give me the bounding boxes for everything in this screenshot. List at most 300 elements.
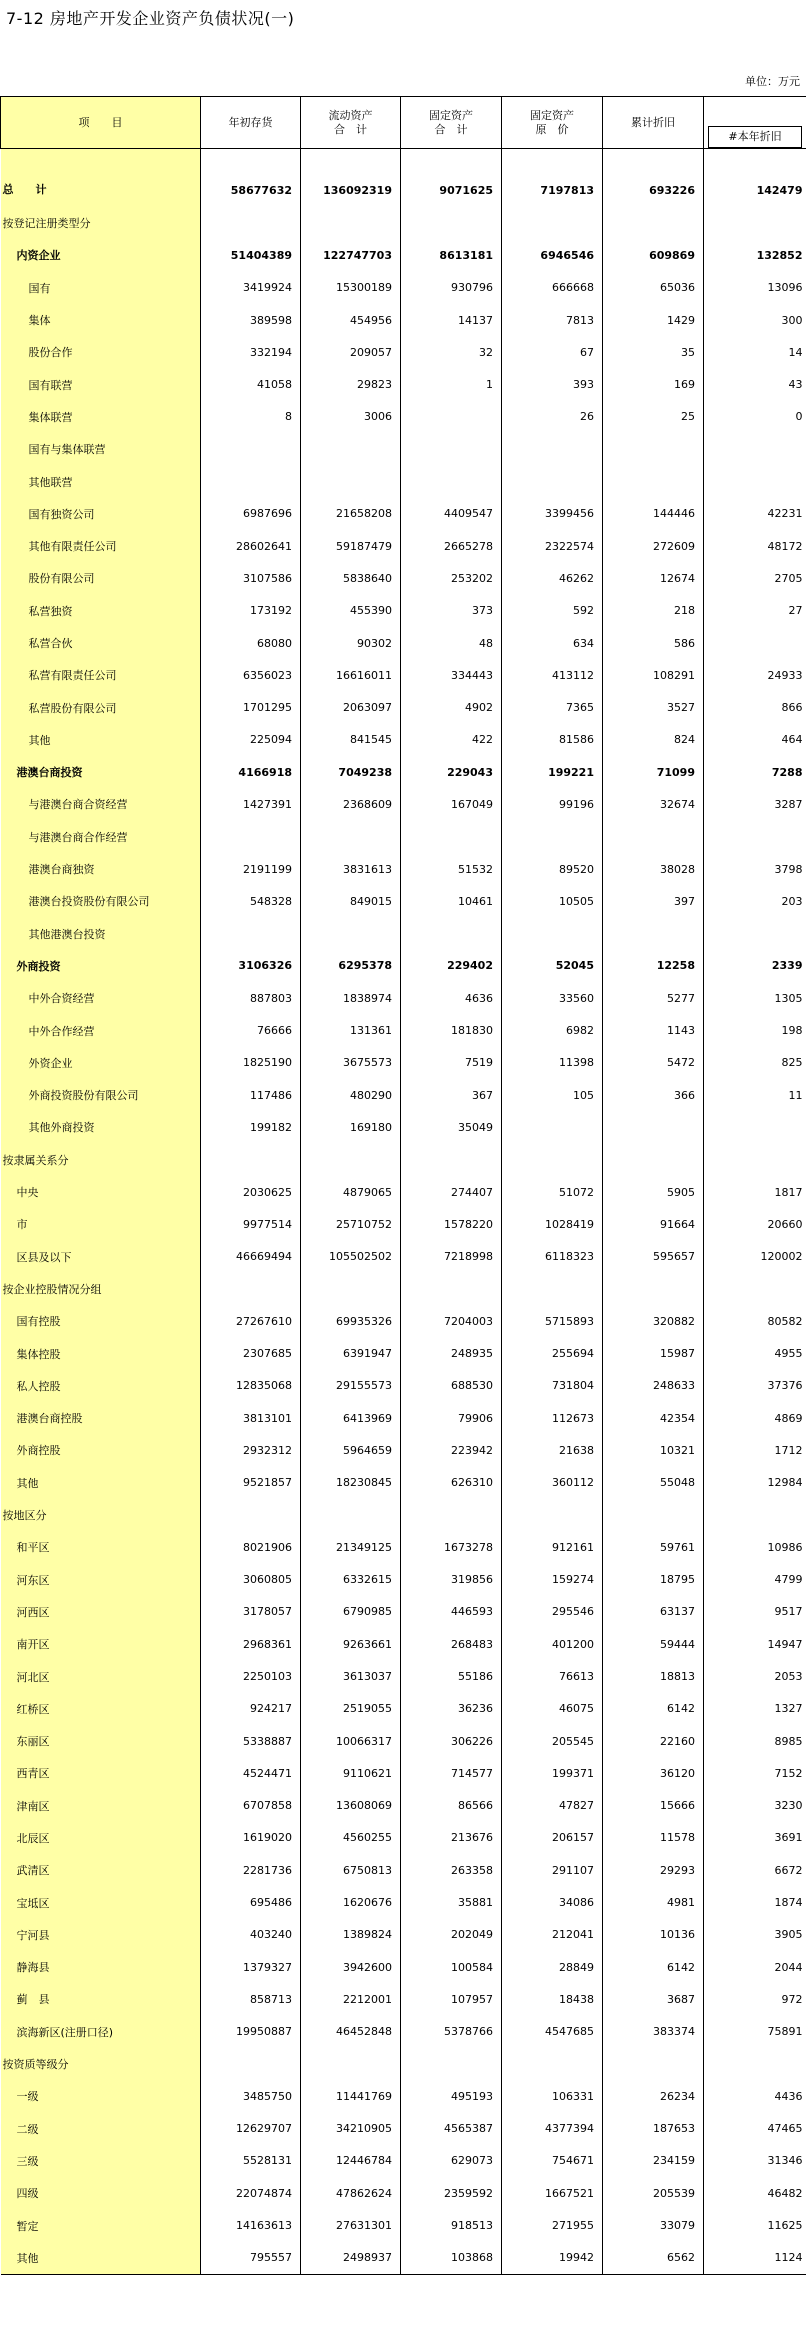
cell-value: 1667521	[502, 2177, 603, 2209]
table-row	[1, 1434, 806, 1466]
row-label: 股份有限公司	[1, 562, 201, 594]
cell-value: 37376	[704, 1370, 806, 1402]
asset-liability-table	[0, 96, 806, 2275]
cell-value: 59761	[603, 1531, 704, 1563]
cell-value	[704, 1111, 806, 1143]
cell-value: 55186	[401, 1660, 502, 1692]
table-row	[1, 724, 806, 756]
table-row	[1, 1273, 806, 1305]
row-label: 市	[1, 1208, 201, 1240]
cell-value	[603, 465, 704, 497]
cell-value: 28602641	[201, 530, 301, 562]
cell-value	[201, 433, 301, 465]
row-label: 内资企业	[1, 239, 201, 271]
table-row	[1, 1499, 806, 1531]
row-label: 其他外商投资	[1, 1111, 201, 1143]
cell-value: 4524471	[201, 1757, 301, 1789]
cell-value: 105	[502, 1079, 603, 1111]
cell-value: 47827	[502, 1790, 603, 1822]
cell-value: 18230845	[301, 1467, 401, 1499]
row-label: 按登记注册类型分	[1, 207, 201, 239]
cell-value: 3905	[704, 1919, 806, 1951]
cell-value: 1124	[704, 2242, 806, 2275]
cell-value: 7365	[502, 691, 603, 723]
row-label: 总 计	[1, 149, 201, 208]
cell-value: 199371	[502, 1757, 603, 1789]
cell-value: 2281736	[201, 1854, 301, 1886]
cell-value: 41058	[201, 368, 301, 400]
cell-value: 36236	[401, 1693, 502, 1725]
cell-value: 2191199	[201, 853, 301, 885]
cell-value: 841545	[301, 724, 401, 756]
table-row	[1, 1208, 806, 1240]
cell-value: 2250103	[201, 1660, 301, 1692]
cell-value: 1701295	[201, 691, 301, 723]
table-row	[1, 659, 806, 691]
cell-value: 12629707	[201, 2113, 301, 2145]
cell-value: 1429	[603, 304, 704, 336]
cell-value: 480290	[301, 1079, 401, 1111]
cell-value: 634	[502, 627, 603, 659]
table-row	[1, 1886, 806, 1918]
cell-value: 4565387	[401, 2113, 502, 2145]
cell-value: 223942	[401, 1434, 502, 1466]
row-label: 按企业控股情况分组	[1, 1273, 201, 1305]
cell-value: 422	[401, 724, 502, 756]
cell-value: 69935326	[301, 1305, 401, 1337]
cell-value: 26234	[603, 2080, 704, 2112]
cell-value: 34086	[502, 1886, 603, 1918]
cell-value: 33079	[603, 2209, 704, 2241]
cell-value: 32	[401, 336, 502, 368]
table-row	[1, 1628, 806, 1660]
table-row	[1, 756, 806, 788]
cell-value	[603, 1144, 704, 1176]
cell-value: 159274	[502, 1563, 603, 1595]
cell-value: 9977514	[201, 1208, 301, 1240]
cell-value: 3831613	[301, 853, 401, 885]
row-label: 其他港澳台投资	[1, 918, 201, 950]
table-row	[1, 1596, 806, 1628]
cell-value: 6142	[603, 1693, 704, 1725]
cell-value: 9517	[704, 1596, 806, 1628]
cell-value: 924217	[201, 1693, 301, 1725]
cell-value: 46262	[502, 562, 603, 594]
cell-value: 688530	[401, 1370, 502, 1402]
table-row	[1, 401, 806, 433]
cell-value: 14137	[401, 304, 502, 336]
cell-value: 824	[603, 724, 704, 756]
cell-value: 320882	[603, 1305, 704, 1337]
cell-value: 6391947	[301, 1337, 401, 1369]
cell-value	[704, 1499, 806, 1531]
cell-value: 626310	[401, 1467, 502, 1499]
cell-value: 4436	[704, 2080, 806, 2112]
cell-value: 4547685	[502, 2016, 603, 2048]
cell-value: 360112	[502, 1467, 603, 1499]
table-row	[1, 1467, 806, 1499]
row-label: 集体	[1, 304, 201, 336]
cell-value	[401, 207, 502, 239]
cell-value	[704, 2048, 806, 2080]
table-row	[1, 1241, 806, 1273]
cell-value: 9521857	[201, 1467, 301, 1499]
cell-value: 22160	[603, 1725, 704, 1757]
cell-value: 63137	[603, 1596, 704, 1628]
cell-value: 3813101	[201, 1402, 301, 1434]
cell-value: 5964659	[301, 1434, 401, 1466]
header-item: 项 目	[1, 97, 201, 149]
cell-value: 59187479	[301, 530, 401, 562]
cell-value: 47465	[704, 2113, 806, 2145]
row-label: 与港澳台商合资经营	[1, 788, 201, 820]
cell-value: 71099	[603, 756, 704, 788]
cell-value: 248935	[401, 1337, 502, 1369]
table-row	[1, 1693, 806, 1725]
cell-value: 13608069	[301, 1790, 401, 1822]
cell-value: 3006	[301, 401, 401, 433]
cell-value: 25	[603, 401, 704, 433]
row-label: 按资质等级分	[1, 2048, 201, 2080]
cell-value: 6790985	[301, 1596, 401, 1628]
cell-value	[704, 1273, 806, 1305]
table-row	[1, 239, 806, 271]
cell-value	[201, 465, 301, 497]
cell-value: 28849	[502, 1951, 603, 1983]
cell-value: 5528131	[201, 2145, 301, 2177]
cell-value: 849015	[301, 885, 401, 917]
cell-value: 609869	[603, 239, 704, 271]
table-row	[1, 149, 806, 208]
cell-value: 595657	[603, 1241, 704, 1273]
cell-value	[502, 465, 603, 497]
cell-value: 21638	[502, 1434, 603, 1466]
cell-value: 15300189	[301, 272, 401, 304]
row-label: 私营股份有限公司	[1, 691, 201, 723]
cell-value	[301, 433, 401, 465]
cell-value: 6707858	[201, 1790, 301, 1822]
cell-value: 2368609	[301, 788, 401, 820]
cell-value: 2519055	[301, 1693, 401, 1725]
row-label: 宝坻区	[1, 1886, 201, 1918]
cell-value: 1389824	[301, 1919, 401, 1951]
cell-value: 6672	[704, 1854, 806, 1886]
cell-value	[502, 433, 603, 465]
cell-value: 1838974	[301, 982, 401, 1014]
table-row	[1, 465, 806, 497]
cell-value	[704, 433, 806, 465]
cell-value: 454956	[301, 304, 401, 336]
cell-value: 46669494	[201, 1241, 301, 1273]
cell-value: 75891	[704, 2016, 806, 2048]
cell-value: 7288	[704, 756, 806, 788]
table-row	[1, 1919, 806, 1951]
cell-value: 5472	[603, 1047, 704, 1079]
cell-value: 205539	[603, 2177, 704, 2209]
table-row	[1, 2048, 806, 2080]
row-label: 三级	[1, 2145, 201, 2177]
cell-value: 3287	[704, 788, 806, 820]
cell-value: 401200	[502, 1628, 603, 1660]
table-row	[1, 336, 806, 368]
table-row	[1, 562, 806, 594]
cell-value: 86566	[401, 1790, 502, 1822]
row-label: 其他	[1, 2242, 201, 2275]
cell-value: 3178057	[201, 1596, 301, 1628]
cell-value: 10986	[704, 1531, 806, 1563]
table-row	[1, 1854, 806, 1886]
cell-value: 24933	[704, 659, 806, 691]
cell-value	[704, 821, 806, 853]
cell-value: 5905	[603, 1176, 704, 1208]
cell-value: 65036	[603, 272, 704, 304]
cell-value: 46482	[704, 2177, 806, 2209]
table-row	[1, 1144, 806, 1176]
cell-value: 51404389	[201, 239, 301, 271]
cell-value: 332194	[201, 336, 301, 368]
cell-value: 9071625	[401, 149, 502, 208]
row-label: 宁河县	[1, 1919, 201, 1951]
cell-value	[603, 1111, 704, 1143]
cell-value: 80582	[704, 1305, 806, 1337]
cell-value: 397	[603, 885, 704, 917]
cell-value: 629073	[401, 2145, 502, 2177]
row-label: 私营独资	[1, 595, 201, 627]
cell-value	[301, 2048, 401, 2080]
cell-value: 25710752	[301, 1208, 401, 1240]
table-row	[1, 885, 806, 917]
row-label: 其他联营	[1, 465, 201, 497]
cell-value: 21349125	[301, 1531, 401, 1563]
cell-value: 198	[704, 1014, 806, 1046]
cell-value: 120002	[704, 1241, 806, 1273]
cell-value: 12674	[603, 562, 704, 594]
table-body	[1, 149, 806, 2275]
cell-value: 6562	[603, 2242, 704, 2275]
cell-value: 268483	[401, 1628, 502, 1660]
table-row	[1, 272, 806, 304]
cell-value: 1143	[603, 1014, 704, 1046]
cell-value: 1578220	[401, 1208, 502, 1240]
row-label: 其他	[1, 724, 201, 756]
cell-value: 1712	[704, 1434, 806, 1466]
cell-value: 173192	[201, 595, 301, 627]
cell-value: 35	[603, 336, 704, 368]
cell-value: 12258	[603, 950, 704, 982]
table-row	[1, 1079, 806, 1111]
cell-value: 272609	[603, 530, 704, 562]
cell-value: 455390	[301, 595, 401, 627]
cell-value: 10066317	[301, 1725, 401, 1757]
row-label: 国有	[1, 272, 201, 304]
cell-value: 169180	[301, 1111, 401, 1143]
row-label: 外资企业	[1, 1047, 201, 1079]
table-row	[1, 1111, 806, 1143]
row-label: 滨海新区(注册口径)	[1, 2016, 201, 2048]
cell-value	[401, 401, 502, 433]
cell-value: 586	[603, 627, 704, 659]
cell-value: 11441769	[301, 2080, 401, 2112]
cell-value: 1305	[704, 982, 806, 1014]
cell-value: 2053	[704, 1660, 806, 1692]
cell-value: 1620676	[301, 1886, 401, 1918]
cell-value: 1619020	[201, 1822, 301, 1854]
cell-value: 248633	[603, 1370, 704, 1402]
cell-value: 58677632	[201, 149, 301, 208]
row-label: 集体联营	[1, 401, 201, 433]
cell-value: 866	[704, 691, 806, 723]
cell-value: 29293	[603, 1854, 704, 1886]
cell-value: 20660	[704, 1208, 806, 1240]
cell-value: 67	[502, 336, 603, 368]
cell-value: 300	[704, 304, 806, 336]
cell-value: 187653	[603, 2113, 704, 2145]
cell-value: 3060805	[201, 1563, 301, 1595]
row-label: 港澳台商独资	[1, 853, 201, 885]
cell-value: 29823	[301, 368, 401, 400]
cell-value: 79906	[401, 1402, 502, 1434]
cell-value	[401, 821, 502, 853]
cell-value: 10136	[603, 1919, 704, 1951]
cell-value: 731804	[502, 1370, 603, 1402]
unit-label: 单位：万元	[745, 75, 800, 88]
cell-value	[704, 918, 806, 950]
cell-value: 36120	[603, 1757, 704, 1789]
table-row	[1, 627, 806, 659]
cell-value: 47862624	[301, 2177, 401, 2209]
cell-value: 695486	[201, 1886, 301, 1918]
cell-value: 3485750	[201, 2080, 301, 2112]
cell-value: 117486	[201, 1079, 301, 1111]
cell-value: 413112	[502, 659, 603, 691]
cell-value: 825	[704, 1047, 806, 1079]
cell-value: 11	[704, 1079, 806, 1111]
cell-value: 446593	[401, 1596, 502, 1628]
header-beginning-inventory: 年初存货	[201, 97, 301, 149]
table-row	[1, 1822, 806, 1854]
cell-value: 229043	[401, 756, 502, 788]
cell-value: 2212001	[301, 1983, 401, 2015]
cell-value: 15987	[603, 1337, 704, 1369]
cell-value: 144446	[603, 498, 704, 530]
cell-value: 495193	[401, 2080, 502, 2112]
cell-value: 255694	[502, 1337, 603, 1369]
row-label: 私营合伙	[1, 627, 201, 659]
header-fixed-assets: 固定资产 合 计	[401, 97, 502, 149]
cell-value: 3613037	[301, 1660, 401, 1692]
header-current-year-depreciation: #本年折旧	[708, 126, 802, 148]
cell-value: 306226	[401, 1725, 502, 1757]
cell-value: 1817	[704, 1176, 806, 1208]
row-label: 国有独资公司	[1, 498, 201, 530]
cell-value: 253202	[401, 562, 502, 594]
cell-value	[704, 207, 806, 239]
cell-value	[401, 1273, 502, 1305]
cell-value: 1673278	[401, 1531, 502, 1563]
cell-value: 27267610	[201, 1305, 301, 1337]
cell-value	[201, 918, 301, 950]
row-label: 武清区	[1, 1854, 201, 1886]
cell-value	[301, 1144, 401, 1176]
cell-value: 3798	[704, 853, 806, 885]
cell-value: 8985	[704, 1725, 806, 1757]
cell-value: 3691	[704, 1822, 806, 1854]
cell-value: 35049	[401, 1111, 502, 1143]
table-row	[1, 821, 806, 853]
cell-value	[301, 918, 401, 950]
cell-value	[201, 2048, 301, 2080]
cell-value: 42354	[603, 1402, 704, 1434]
cell-value: 2339	[704, 950, 806, 982]
cell-value: 918513	[401, 2209, 502, 2241]
cell-value: 16616011	[301, 659, 401, 691]
cell-value: 271955	[502, 2209, 603, 2241]
row-label: 集体控股	[1, 1337, 201, 1369]
table-row	[1, 207, 806, 239]
cell-value: 91664	[603, 1208, 704, 1240]
cell-value: 35881	[401, 1886, 502, 1918]
cell-value: 930796	[401, 272, 502, 304]
cell-value: 3527	[603, 691, 704, 723]
cell-value: 3106326	[201, 950, 301, 982]
cell-value: 367	[401, 1079, 502, 1111]
cell-value: 99196	[502, 788, 603, 820]
cell-value	[201, 821, 301, 853]
row-label: 中外合资经营	[1, 982, 201, 1014]
table-row	[1, 1337, 806, 1369]
cell-value: 59444	[603, 1628, 704, 1660]
cell-value: 26	[502, 401, 603, 433]
cell-value: 32674	[603, 788, 704, 820]
row-label: 私人控股	[1, 1370, 201, 1402]
table-row	[1, 1402, 806, 1434]
cell-value	[502, 1273, 603, 1305]
row-label: 私营有限责任公司	[1, 659, 201, 691]
row-label: 港澳台商投资	[1, 756, 201, 788]
cell-value: 7197813	[502, 149, 603, 208]
cell-value: 291107	[502, 1854, 603, 1886]
cell-value: 2322574	[502, 530, 603, 562]
cell-value: 795557	[201, 2242, 301, 2275]
cell-value: 55048	[603, 1467, 704, 1499]
cell-value: 33560	[502, 982, 603, 1014]
cell-value: 2665278	[401, 530, 502, 562]
cell-value: 7813	[502, 304, 603, 336]
row-label: 股份合作	[1, 336, 201, 368]
cell-value: 76666	[201, 1014, 301, 1046]
cell-value: 12446784	[301, 2145, 401, 2177]
cell-value: 4879065	[301, 1176, 401, 1208]
cell-value	[704, 465, 806, 497]
cell-value	[301, 207, 401, 239]
cell-value: 18813	[603, 1660, 704, 1692]
cell-value	[201, 1499, 301, 1531]
cell-value: 46452848	[301, 2016, 401, 2048]
cell-value: 4902	[401, 691, 502, 723]
row-label: 河东区	[1, 1563, 201, 1595]
cell-value: 4636	[401, 982, 502, 1014]
cell-value: 18795	[603, 1563, 704, 1595]
cell-value: 205545	[502, 1725, 603, 1757]
row-label: 暂定	[1, 2209, 201, 2241]
cell-value	[603, 207, 704, 239]
cell-value: 6142	[603, 1951, 704, 1983]
table-row	[1, 2113, 806, 2145]
cell-value: 52045	[502, 950, 603, 982]
cell-value: 366	[603, 1079, 704, 1111]
cell-value: 31346	[704, 2145, 806, 2177]
cell-value	[401, 433, 502, 465]
